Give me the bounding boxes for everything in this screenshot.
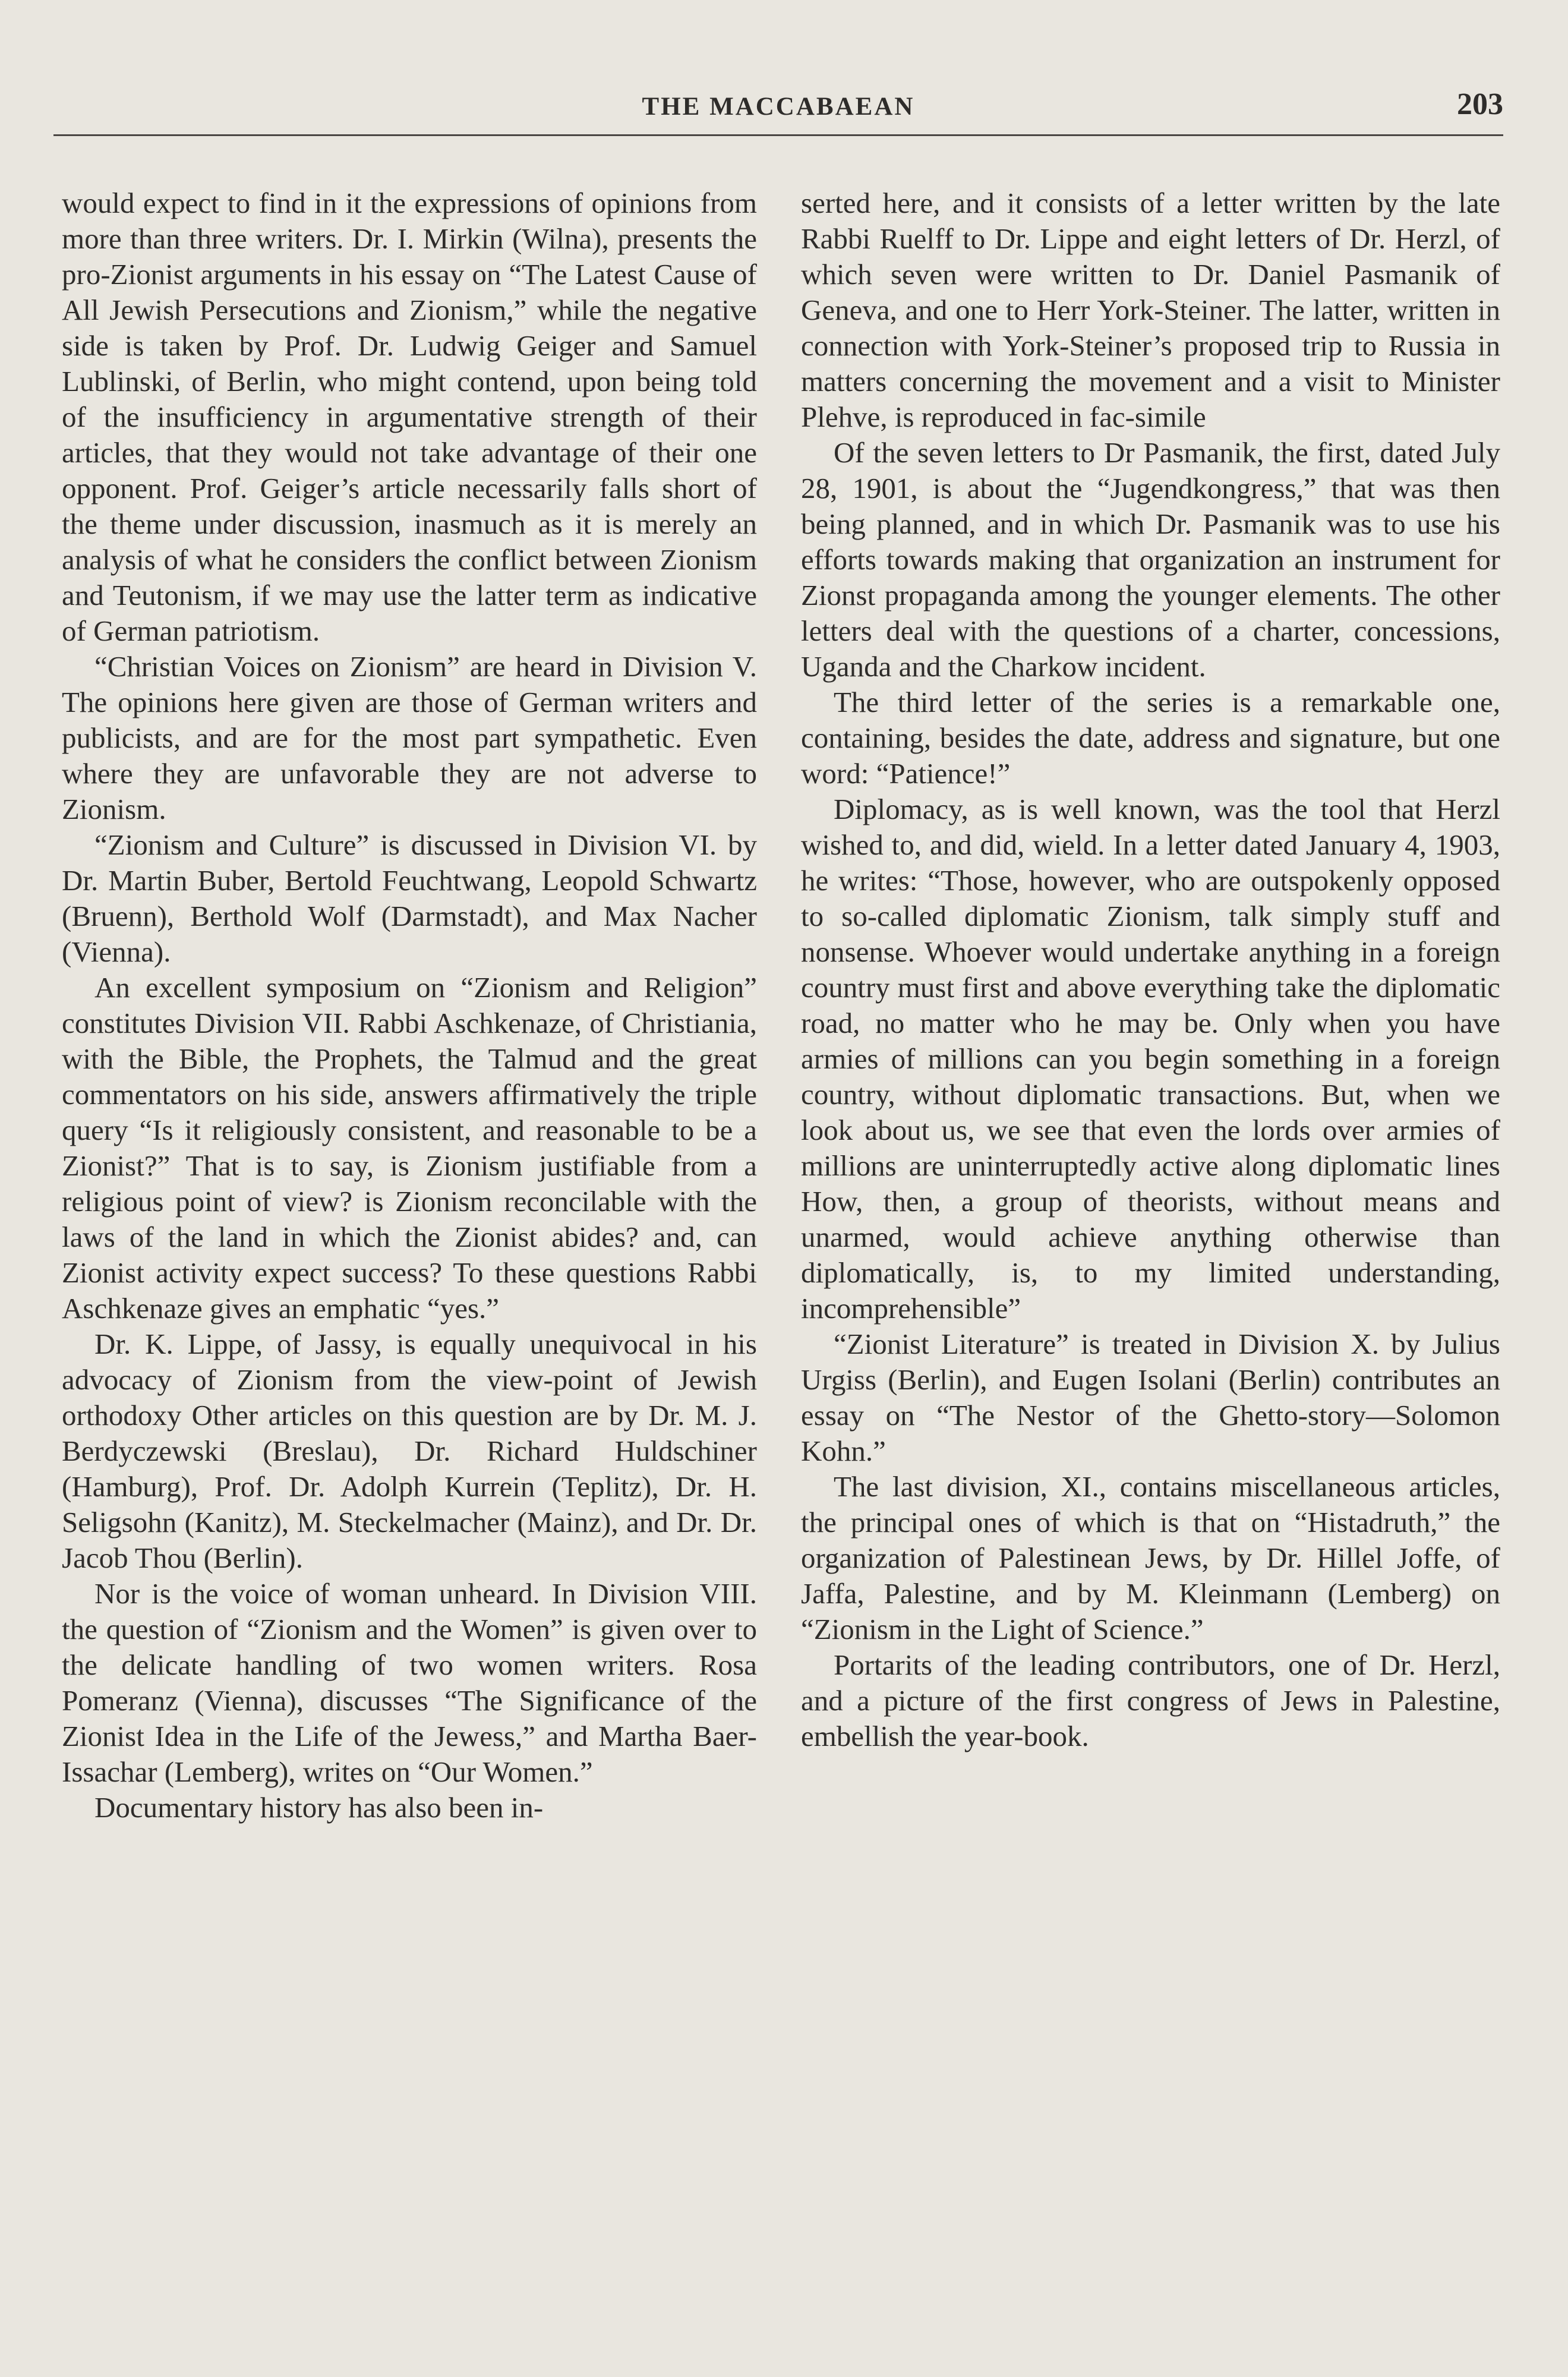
running-title: THE MACCABAEAN: [642, 93, 915, 121]
paragraph: “Christian Voices on Zionism” are heard in Division V. The opinions here given are those of German writers and publicists, and are for the most part sympathetic. Even where they are unfavorable they are not adverse to Zionism.: [62, 650, 757, 825]
paragraph: Diplomacy, as is well known, was the tool that Herzl wished to, and did, wield. In a letter dated January 4, 1903, he writes: “Those, however, who are outspokenly opposed to so-called diplomatic Zionism, talk simply stuff and nonsense. Whoever would undertake anything in a foreign country must first and above everything take the diplomatic road, no matter who he may be. Only when you have armies of millions can you begin something in a foreign country, without diplomatic transactions. But, when we look about us, we see that even the lords over armies of millions are uninterruptedly active along diplomatic lines How, then, a group of theorists, without means and unarmed, would achieve anything otherwise than diplomatically, is, to my limited understanding, incomprehensible”: [801, 793, 1500, 1325]
right-column: [801, 185, 1500, 2289]
paragraph: Nor is the voice of woman unheard. In Division VIII. the question of “Zionism and the Women” is given over to the delicate handling of two women writers. Rosa Pomeranz (Vienna), discusses “The Significance of the Zionist Idea in the Life of the Jewess,” and Martha Baer-Issachar (Lemberg), writes on “Our Women.”: [62, 1577, 757, 1788]
page-number: 203: [1457, 87, 1503, 121]
paragraph: Portarits of the leading contributors, one of Dr. Herzl, and a picture of the first congress of Jews in Palestine, embellish the year-book.: [801, 1648, 1500, 1752]
paragraph: serted here, and it consists of a letter written by the late Rabbi Ruelff to Dr. Lippe and eight letters of Dr. Herzl, of which seven were written to Dr. Daniel Pasmanik of Geneva, and one to Herr York-Steiner. The latter, written in connection with York-Steiner’s proposed trip to Russia in matters concerning the movement and a visit to Minister Plehve, is reproduced in fac-simile: [801, 187, 1500, 433]
paragraph: The last division, XI., contains miscellaneous articles, the principal ones of which is that on “Histadruth,” the organization of Palestinean Jews, by Dr. Hillel Joffe, of Jaffa, Palestine, and by M. Kleinmann (Lemberg) on “Zionism in the Light of Science.”: [801, 1470, 1500, 1645]
paragraph: would expect to find in it the expressions of opinions from more than three writers. Dr. I. Mirkin (Wilna), presents the pro-Zionist arguments in his essay on “The Latest Cause of All Jewish Persecutions and Zionism,” while the negative side is taken by Prof. Dr. Ludwig Geiger and Samuel Lublinski, of Berlin, who might contend, upon being told of the insufficiency in argumentative strength of their articles, that they would not take advantage of their one opponent. Prof. Geiger’s article necessarily falls short of the theme under discussion, inasmuch as it is merely an analysis of what he considers the conflict between Zionism and Teutonism, if we may use the latter term as indicative of German patriotism.: [62, 187, 757, 647]
page-header: [53, 89, 1503, 137]
paragraph: An excellent symposium on “Zionism and Religion” constitutes Division VII. Rabbi Aschkenaze, of Christiania, with the Bible, the Prophets, the Talmud and the great commentators on his side, answers affirmatively the triple query “Is it religiously consistent, and reasonable to be a Zionist?” That is to say, is Zionism justifiable from a religious point of view? is Zionism reconcilable with the laws of the land in which the Zionist abides? and, can Zionist activity expect success? To these questions Rabbi Aschkenaze gives an emphatic “yes.”: [62, 971, 757, 1325]
header-rule: [53, 134, 1503, 136]
paragraph: “Zionist Literature” is treated in Division X. by Julius Urgiss (Berlin), and Eugen Isolani (Berlin) contributes an essay on “The Nestor of the Ghetto-story—Solomon Kohn.”: [801, 1328, 1500, 1467]
left-column: [62, 185, 757, 2289]
paragraph: “Zionism and Culture” is discussed in Division VI. by Dr. Martin Buber, Bertold Feuchtwang, Leopold Schwartz (Bruenn), Berthold Wolf (Darmstadt), and Max Nacher (Vienna).: [62, 828, 757, 968]
paragraph: Dr. K. Lippe, of Jassy, is equally unequivocal in his advocacy of Zionism from the view-point of Jewish orthodoxy Other articles on this question are by Dr. M. J. Berdyczewski (Breslau), Dr. Richard Huldschiner (Hamburg), Prof. Dr. Adolph Kurrein (Teplitz), Dr. H. Seligsohn (Kanitz), M. Steckelmacher (Mainz), and Dr. Dr. Jacob Thou (Berlin).: [62, 1328, 757, 1574]
paragraph: Of the seven letters to Dr Pasmanik, the first, dated July 28, 1901, is about the “Jugendkongress,” that was then being planned, and in which Dr. Pasmanik was to use his efforts towards making that organization an instrument for Zionst propaganda among the younger elements. The other letters deal with the questions of a charter, concessions, Uganda and the Charkow incident.: [801, 436, 1500, 683]
paragraph: Documentary history has also been in-: [94, 1791, 544, 1824]
paragraph: The third letter of the series is a remarkable one, containing, besides the date, address and signature, but one word: “Patience!”: [801, 686, 1500, 790]
